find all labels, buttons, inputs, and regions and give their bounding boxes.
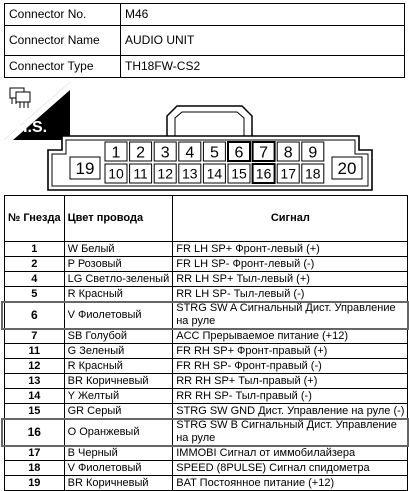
pin-label: 16 <box>255 165 272 182</box>
signal-name: RR RH SP+ Тыл-правый (+) <box>173 374 408 389</box>
wire-color: BR Коричневый <box>64 476 173 491</box>
wire-color: R Красный <box>64 359 173 374</box>
table-row <box>5 272 408 287</box>
pin-number: 5 <box>5 287 65 302</box>
table-row <box>5 461 408 476</box>
pin-number: 12 <box>5 359 65 374</box>
wire-color: V Фиолетовый <box>64 302 173 329</box>
wire-color: LG Светло-зеленый <box>64 272 173 287</box>
wire-color: P Розовый <box>64 257 173 272</box>
pin-label: 6 <box>234 144 244 162</box>
table-row <box>5 257 408 272</box>
pin-label: 19 <box>75 159 95 179</box>
table-row <box>5 476 408 491</box>
table-row <box>5 329 408 344</box>
pin-label: 14 <box>206 165 223 182</box>
table-header-row <box>5 196 408 242</box>
signal-name: RR LH SP- Тыл-левый (-) <box>173 287 408 302</box>
pin-number: 19 <box>5 476 65 491</box>
pinout-table-body <box>5 242 408 491</box>
signal-name: FR LH SP+ Фронт-левый (+) <box>173 242 408 257</box>
info-row <box>5 26 405 56</box>
pin-number: 14 <box>5 389 65 404</box>
pin-number: 13 <box>5 374 65 389</box>
pin-label: 4 <box>185 144 195 162</box>
pin-label: 8 <box>283 144 293 162</box>
column-header-signal: Сигнал <box>173 196 408 242</box>
signal-name: FR RH SP- Фронт-правый (-) <box>173 359 408 374</box>
table-row <box>5 389 408 404</box>
pin-number: 1 <box>5 242 65 257</box>
pin-label: 5 <box>209 144 219 162</box>
pin-label: 17 <box>280 165 296 182</box>
wire-color: W Белый <box>64 242 173 257</box>
pin-number: 17 <box>5 446 65 461</box>
wire-color: SB Голубой <box>64 329 173 344</box>
pin-label: 13 <box>182 165 198 182</box>
pinout-table <box>4 195 408 491</box>
wire-color: Y Желтый <box>64 389 173 404</box>
pin-label: 20 <box>337 159 357 179</box>
pin-label: 11 <box>133 165 148 182</box>
wire-color: GR Серый <box>64 404 173 419</box>
pin-label: 2 <box>136 144 146 162</box>
signal-name: FR RH SP+ Фронт-правый (+) <box>173 344 408 359</box>
info-row <box>5 4 405 26</box>
pin-number: 2 <box>5 257 65 272</box>
signal-name: SPEED (8PULSE) Сигнал спидометра <box>173 461 408 476</box>
info-label: Connector No. <box>5 4 121 26</box>
pin-number: 7 <box>5 329 65 344</box>
table-row <box>5 302 408 329</box>
pin-label: 15 <box>231 165 247 182</box>
table-row <box>5 359 408 374</box>
table-row <box>5 287 408 302</box>
signal-name: STRG SW B Сигнальный Дист. Управление на руле <box>173 419 408 446</box>
info-value: AUDIO UNIT <box>121 26 405 56</box>
pin-label: 18 <box>305 165 321 182</box>
pin-number: 15 <box>5 404 65 419</box>
info-row <box>5 56 405 78</box>
wire-color: R Красный <box>64 287 173 302</box>
info-label: Connector Name <box>5 26 121 56</box>
signal-name: STRG SW A Сигнальный Дист. Управление на руле <box>173 302 408 329</box>
column-header-color: Цвет провода <box>64 196 173 242</box>
wire-color: G Зеленый <box>64 344 173 359</box>
pin-number: 6 <box>5 302 65 329</box>
wire-color: V Фиолетовый <box>64 461 173 476</box>
table-row <box>5 344 408 359</box>
pin-label: 1 <box>111 144 121 162</box>
connector-diagram <box>4 86 405 198</box>
signal-name: RR LH SP+ Тыл-левый (+) <box>173 272 408 287</box>
hs-label: H.S. <box>16 119 48 136</box>
info-value: M46 <box>121 4 405 26</box>
connector-info-table <box>4 3 405 78</box>
table-row <box>5 242 408 257</box>
table-row <box>5 404 408 419</box>
pin-label: 12 <box>157 165 173 182</box>
wire-color: B Черный <box>64 446 173 461</box>
signal-name: ACC Прерываемое питание (+12) <box>173 329 408 344</box>
signal-name: STRG SW GND Дист. Управление на руле (-) <box>173 404 408 419</box>
pin-label: 9 <box>308 144 318 162</box>
pin-number: 11 <box>5 344 65 359</box>
signal-name: IMMOBI Сигнал от иммобилайзера <box>173 446 408 461</box>
table-row <box>5 446 408 461</box>
info-label: Connector Type <box>5 56 121 78</box>
signal-name: FR LH SP- Фронт-левый (-) <box>173 257 408 272</box>
signal-name: BAT Постоянное питание (+12) <box>173 476 408 491</box>
column-header-number: № Гнезда <box>5 196 65 242</box>
pin-label: 3 <box>160 144 170 162</box>
signal-name: RR RH SP- Тыл-правый (-) <box>173 389 408 404</box>
wire-color: BR Коричневый <box>64 374 173 389</box>
info-value: TH18FW-CS2 <box>121 56 405 78</box>
pin-label: 7 <box>259 144 269 162</box>
table-row <box>5 374 408 389</box>
pin-number: 16 <box>5 419 65 446</box>
table-row <box>5 419 408 446</box>
pin-label: 10 <box>108 165 124 182</box>
pin-number: 4 <box>5 272 65 287</box>
wire-color: O Оранжевый <box>64 419 173 446</box>
pin-number: 18 <box>5 461 65 476</box>
